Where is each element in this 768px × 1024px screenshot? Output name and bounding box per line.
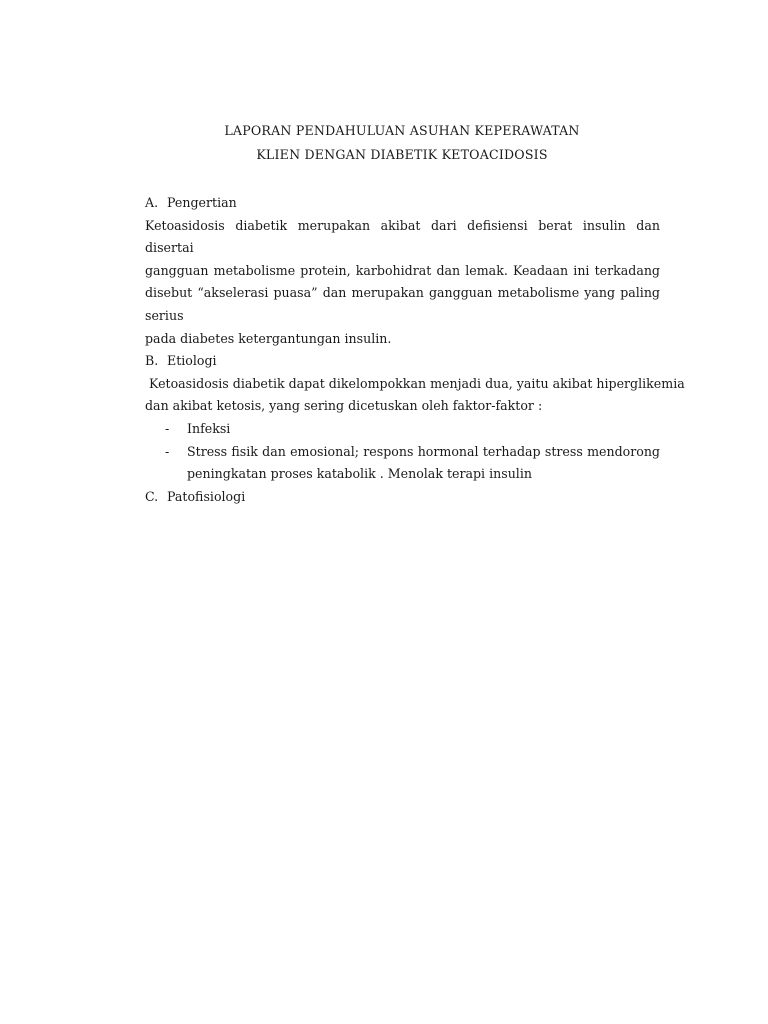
list-item bbox=[145, 418, 660, 441]
paragraph-pengertian bbox=[145, 215, 660, 351]
document-title-line-1: LAPORAN PENDAHULUAN ASUHAN KEPERAWATAN bbox=[224, 123, 580, 138]
section-title: Patofisiologi bbox=[167, 488, 246, 504]
bullet-dash: - bbox=[165, 443, 170, 459]
document-body bbox=[145, 192, 685, 508]
section-title: Etiologi bbox=[167, 353, 217, 369]
paragraph-line: Ketoasidosis diabetik dapat dikelompokkan menjadi dua, yaitu akibat hiperglikemia bbox=[145, 375, 685, 391]
bullet-dash: - bbox=[165, 420, 170, 436]
list-item bbox=[145, 441, 660, 486]
section-heading-patofisiologi bbox=[145, 486, 660, 509]
section-title: Pengertian bbox=[167, 195, 237, 210]
paragraph-etiologi bbox=[145, 373, 685, 418]
paragraph-line: disebut “akselerasi puasa” dan merupakan gangguan metabolisme yang paling serius bbox=[145, 285, 660, 323]
paragraph-line: Ketoasidosis diabetik merupakan akibat dari defisiensi berat insulin dan disertai bbox=[145, 217, 660, 256]
section-letter: C. bbox=[145, 488, 159, 504]
document-title-line-2: KLIEN DENGAN DIABETIK KETOACIDOSIS bbox=[256, 147, 548, 162]
paragraph-line: dan akibat ketosis, yang sering dicetuskan oleh faktor-faktor : bbox=[145, 398, 543, 414]
list-item-line: Stress fisik dan emosional; respons hormonal terhadap stress mendorong bbox=[187, 443, 660, 459]
list-item-line: peningkatan proses katabolik . Menolak terapi insulin bbox=[187, 466, 532, 482]
section-letter: A. bbox=[145, 195, 159, 210]
section-heading-etiologi bbox=[145, 350, 660, 373]
list-item-text bbox=[187, 418, 660, 441]
section-heading-pengertian bbox=[145, 192, 660, 215]
paragraph-line: gangguan metabolisme protein, karbohidrat dan lemak. Keadaan ini terkadang bbox=[145, 262, 660, 278]
paragraph-line: pada diabetes ketergantungan insulin. bbox=[145, 330, 392, 346]
list-item-line: Infeksi bbox=[187, 420, 231, 436]
list-item-text bbox=[187, 441, 660, 486]
section-letter: B. bbox=[145, 353, 159, 369]
